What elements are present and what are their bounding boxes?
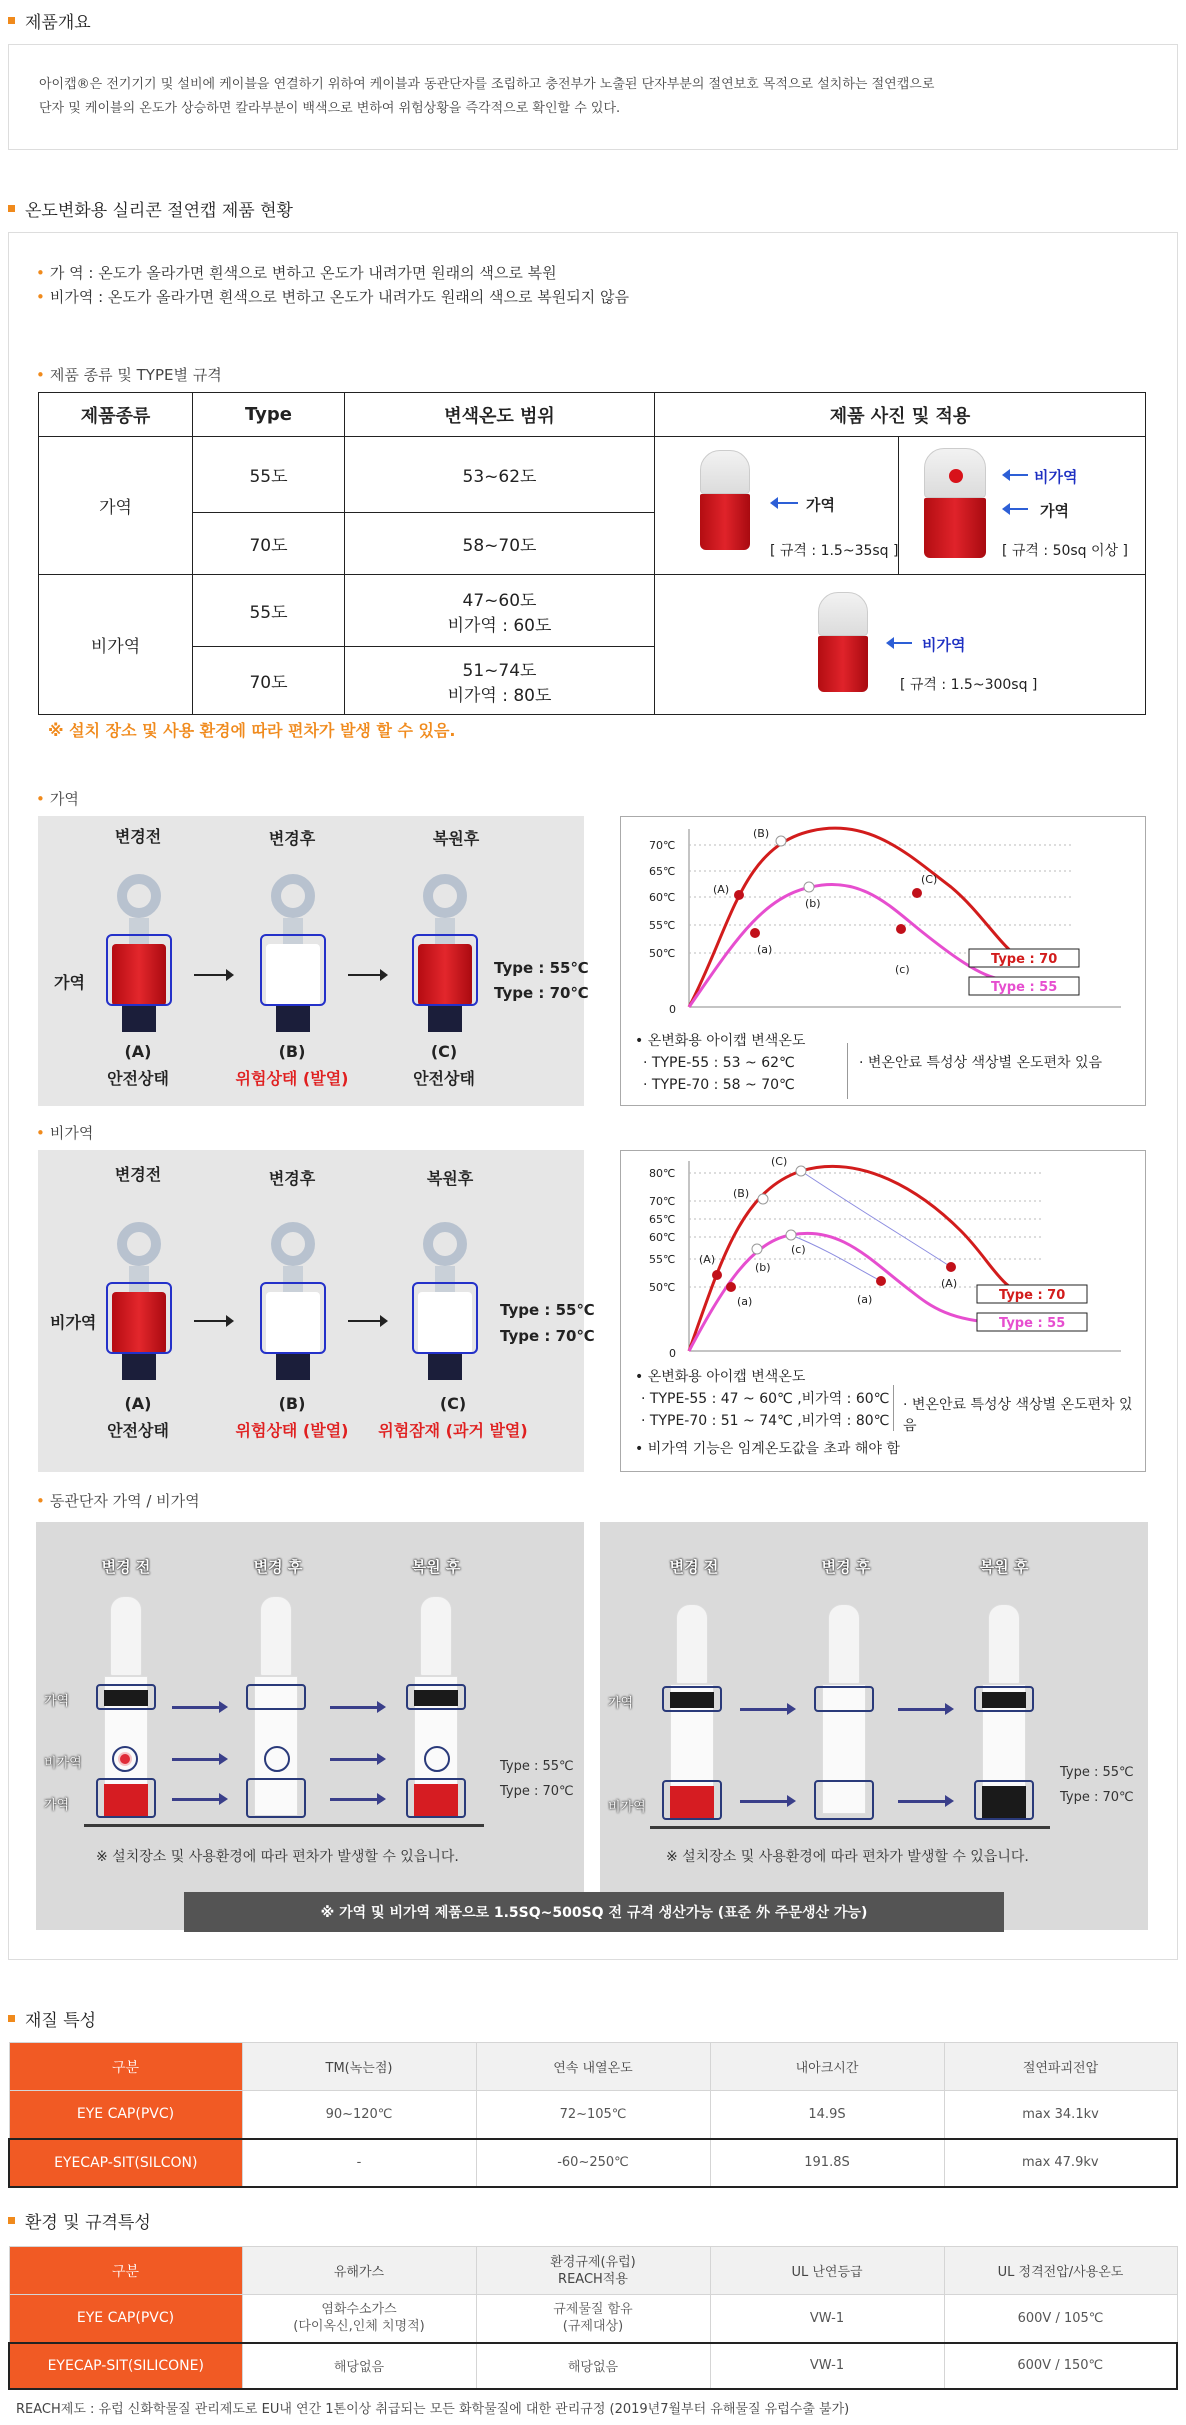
material-title: 재질 특성 [25, 2011, 97, 2031]
point-a70 [712, 1270, 722, 1280]
label-a-code: (A) [124, 1042, 152, 1061]
point-a70-return [946, 1262, 956, 1272]
point-a55-return [876, 1276, 886, 1286]
env-cell: 규제물질 함유 (규제대상) [476, 2295, 710, 2343]
point-label: (c) [895, 963, 910, 976]
product-photo-reversible-small [700, 450, 750, 550]
chart-note-70: · TYPE-70 : 51 ~ 74℃ ,비가역 : 80℃ [641, 1413, 890, 1429]
mat-cell: - [242, 2139, 476, 2187]
y-tick: 65℃ [649, 1213, 676, 1226]
label-a-text: 안전상태 [107, 1069, 169, 1088]
arrow-icon [778, 502, 798, 504]
spec-kind-irreversible: 비가역 [39, 575, 193, 715]
env-cell: 해당없음 [242, 2343, 476, 2389]
reach-footnote: REACH제도 : 유럽 신화학물질 관리제도로 EU내 연간 1톤이상 취급되는 모든 화학물질에 대한 관리규정 (2019년7월부터 유해물질 유럽수출 불가) [16, 2402, 850, 2417]
col-title-before: 변경전 [114, 827, 162, 846]
overview-heading [8, 8, 91, 33]
note-divider [893, 1385, 894, 1431]
label-c-code: (C) [430, 1042, 458, 1061]
arrow-icon [330, 1758, 378, 1761]
lug-before [112, 874, 166, 1032]
point-c55 [786, 1230, 796, 1240]
term-type-70: Type : 70℃ [500, 1784, 574, 1799]
label-b-code: (B) [278, 1394, 306, 1413]
shelf-line [650, 1826, 1050, 1829]
overview-title: 제품개요 [25, 13, 91, 33]
term-title-before: 변경 전 [669, 1558, 719, 1576]
spec-range [345, 575, 655, 647]
point-a55 [750, 928, 760, 938]
chart-side-note: · 변온안료 특성상 색상별 온도편차 있음 [903, 1397, 1133, 1434]
env-header: 유해가스 [242, 2247, 476, 2295]
label-b-text: 위험상태 (발열) [235, 1421, 349, 1440]
current-title: 온도변화용 실리콘 절연캡 제품 현황 [25, 201, 293, 221]
reversible-sub-label: • 가역 [36, 790, 79, 808]
term-note: ※ 설치장소 및 사용환경에 따라 편차가 발생할 수 있읍니다. [96, 1849, 459, 1865]
type-sub-label: • 제품 종류 및 TYPE별 규격 [36, 366, 222, 384]
spec-type: 70도 [193, 647, 345, 715]
col-title-before: 변경전 [114, 1165, 162, 1184]
spec-range [345, 647, 655, 715]
term-title-after: 변경 후 [821, 1558, 871, 1576]
arrow-icon [194, 1320, 228, 1322]
shelf-line [84, 1824, 484, 1827]
material-table [8, 2042, 1178, 2188]
env-row-label: EYECAP-SIT(SILICONE) [9, 2343, 242, 2389]
point-label: (A) [699, 1253, 716, 1266]
chart-note-title: • 온변화용 아이캡 변색온도 [635, 1033, 806, 1049]
bullet-irreversible: • 비가역 : 온도가 올라가면 흰색으로 변하고 온도가 내려가도 원래의 색으로 복원되지 않음 [36, 288, 630, 306]
arrow-icon [172, 1798, 220, 1801]
material-heading [8, 2006, 96, 2031]
env-cell: 600V / 105℃ [944, 2295, 1177, 2343]
bullet-icon [8, 205, 15, 212]
point-label: (c) [791, 1243, 806, 1256]
overview-box [8, 44, 1178, 150]
mat-header: 구분 [9, 2043, 242, 2091]
arrow-icon [172, 1758, 220, 1761]
point-label: (a) [857, 1293, 873, 1306]
legend-type55: Type : 55 [991, 980, 1058, 995]
legend-type55: Type : 55 [999, 1316, 1066, 1331]
term-note: ※ 설치장소 및 사용환경에 따라 편차가 발생할 수 있읍니다. [666, 1849, 1029, 1865]
spec-header-photo: 제품 사진 및 적용 [655, 393, 1146, 437]
terminal-sub-label: • 동관단자 가역 / 비가역 [36, 1492, 200, 1510]
point-c55 [896, 924, 906, 934]
term-type-55: Type : 55℃ [1060, 1765, 1134, 1780]
type-70: Type : 70℃ [494, 984, 589, 1002]
arrow-icon [194, 974, 228, 976]
point-label: (B) [753, 827, 770, 840]
label-c-code: (C) [439, 1394, 467, 1413]
arrow-icon [330, 1706, 378, 1709]
bullet-reversible: • 가 역 : 온도가 올라가면 흰색으로 변하고 온도가 내려가면 원래의 색으로 복원 [36, 264, 557, 282]
mat-header: 연속 내열온도 [476, 2043, 710, 2091]
y-tick: 70℃ [649, 1195, 676, 1208]
col-title-after: 변경후 [268, 829, 316, 848]
lug-restored [418, 1222, 472, 1380]
point-label: (b) [805, 897, 821, 910]
point-label: (C) [771, 1155, 788, 1168]
y-tick: 0 [669, 1003, 676, 1016]
point-label: (C) [921, 873, 938, 886]
mat-cell: 90~120℃ [242, 2091, 476, 2139]
spec-header-type: Type [193, 393, 345, 437]
point-b70 [758, 1194, 768, 1204]
env-header: 구분 [9, 2247, 242, 2295]
legend-type70: Type : 70 [991, 952, 1058, 967]
irreversible-chart [620, 1150, 1146, 1472]
highlight-frame [974, 1780, 1034, 1820]
lug-after [266, 874, 320, 1032]
environment-table [8, 2246, 1178, 2390]
term-type-70: Type : 70℃ [1060, 1790, 1134, 1805]
y-tick: 60℃ [649, 891, 676, 904]
bullet-icon [8, 2217, 15, 2224]
chart-side-note: · 변온안료 특성상 색상별 온도편차 있음 [859, 1055, 1103, 1071]
curve-type55 [689, 1233, 1001, 1351]
highlight-frame [96, 1778, 156, 1818]
spec-range-main: 51~74도 [462, 660, 537, 681]
chart-note-title: • 온변화용 아이캡 변색온도 [635, 1369, 806, 1385]
arrow-icon [348, 1320, 382, 1322]
arrow-icon [894, 642, 912, 644]
spec-type: 70도 [193, 513, 345, 575]
term-title-after: 변경 후 [253, 1558, 303, 1576]
y-tick: 65℃ [649, 865, 676, 878]
lug-restored [418, 874, 472, 1032]
spec-type: 55도 [193, 437, 345, 513]
env-header: 환경규제(유럽) REACH적용 [476, 2247, 710, 2295]
highlight-frame [424, 1746, 450, 1772]
bullet-icon [8, 17, 15, 24]
env-cell: 염화수소가스 (다이옥신,인체 치명적) [242, 2295, 476, 2343]
product-photo-irreversible [818, 592, 868, 692]
irreversible-sub-label: • 비가역 [36, 1124, 94, 1142]
highlight-frame [246, 1684, 306, 1710]
overview-line-1: 아이캡®은 전기기기 및 설비에 케이블을 연결하기 위하여 케이블과 동관단자를 조립하고 충전부가 노출된 단자부분의 절연보호 목적으로 설치하는 절연캡으로 [39, 77, 935, 92]
product-photo-large [924, 448, 986, 558]
arrow-icon [1010, 508, 1028, 510]
production-banner: ※ 가역 및 비가역 제품으로 1.5SQ~500SQ 전 규격 생산가능 (표준 外 주문생산 가능) [184, 1892, 1004, 1932]
point-b55 [752, 1244, 762, 1254]
install-warning: ※ 설치 장소 및 사용 환경에 따라 편차가 발생 할 수 있음. [48, 721, 456, 740]
label-c-text: 위험잠재 (과거 발열) [378, 1421, 528, 1440]
type-70: Type : 70℃ [500, 1327, 595, 1345]
mat-cell: 14.9S [710, 2091, 944, 2139]
term-side-label: 가역 [608, 1696, 634, 1711]
term-title-restored: 복원 후 [979, 1558, 1029, 1576]
bullet-icon [8, 2015, 15, 2022]
reversible-chart [620, 816, 1146, 1106]
y-tick: 55℃ [649, 1253, 676, 1266]
env-cell: 600V / 150℃ [944, 2343, 1177, 2389]
point-c70 [912, 888, 922, 898]
point-label: (a) [737, 1295, 753, 1308]
highlight-frame [662, 1780, 722, 1820]
label-a-text: 안전상태 [107, 1421, 169, 1440]
env-header: UL 정격전압/사용온도 [944, 2247, 1177, 2295]
y-tick: 70℃ [649, 839, 676, 852]
side-label: 비가역 [50, 1313, 97, 1332]
highlight-frame [96, 1684, 156, 1710]
label-b-code: (B) [278, 1042, 306, 1061]
mat-row-label: EYECAP-SIT(SILCON) [9, 2139, 242, 2187]
arrow-icon [740, 1708, 788, 1711]
point-label: (A) [941, 1277, 958, 1290]
highlight-frame [814, 1780, 874, 1820]
highlight-frame [264, 1746, 290, 1772]
environment-heading [8, 2208, 151, 2233]
spec-header-range: 변색온도 범위 [345, 393, 655, 437]
mat-header: 절연파괴전압 [944, 2043, 1177, 2091]
chart-note-55: · TYPE-55 : 47 ~ 60℃ ,비가역 : 60℃ [641, 1391, 890, 1407]
overview-line-2: 단자 및 케이블의 온도가 상승하면 칼라부분이 백색으로 변하여 위험상황을 즉각적으로 확인할 수 있다. [39, 101, 621, 116]
mat-cell: -60~250℃ [476, 2139, 710, 2187]
point-a70 [734, 890, 744, 900]
label-c-text: 안전상태 [413, 1069, 475, 1088]
y-tick: 55℃ [649, 919, 676, 932]
label-irreversible: 비가역 [922, 636, 966, 654]
arrow-icon [330, 1798, 378, 1801]
y-tick: 60℃ [649, 1231, 676, 1244]
type-55: Type : 55℃ [500, 1301, 595, 1319]
point-b55 [804, 882, 814, 892]
term-type-55: Type : 55℃ [500, 1759, 574, 1774]
spec-note: [ 규격 : 1.5~300sq ] [900, 677, 1038, 693]
legend-type70: Type : 70 [999, 1288, 1066, 1303]
point-label: (B) [733, 1187, 750, 1200]
env-cell: VW-1 [710, 2343, 944, 2389]
mat-cell: max 47.9kv [944, 2139, 1177, 2187]
spec-range-main: 47~60도 [462, 590, 537, 611]
current-heading [8, 196, 293, 221]
mat-row-label: EYE CAP(PVC) [9, 2091, 242, 2139]
spec-range-irrev: 비가역 : 80도 [447, 685, 552, 706]
term-title-restored: 복원 후 [411, 1558, 461, 1576]
lug-before [112, 1222, 166, 1380]
arrow-icon [172, 1706, 220, 1709]
lug-after [266, 1222, 320, 1380]
label-irreversible: 비가역 [1034, 468, 1078, 486]
point-b70 [776, 836, 786, 846]
mat-header: TM(녹는점) [242, 2043, 476, 2091]
term-side-label: 비가역 [44, 1756, 82, 1771]
arrow-icon [348, 974, 382, 976]
label-reversible: 가역 [1040, 502, 1069, 520]
spec-note: [ 규격 : 50sq 이상 ] [1002, 543, 1128, 559]
highlight-frame [246, 1778, 306, 1818]
env-header: UL 난연등급 [710, 2247, 944, 2295]
term-side-label: 비가역 [608, 1800, 646, 1815]
chart-note-70: · TYPE-70 : 58 ~ 70℃ [643, 1077, 795, 1093]
term-side-label: 가역 [44, 1694, 70, 1709]
spec-range: 58~70도 [345, 513, 655, 575]
term-side-label: 가역 [44, 1798, 70, 1813]
spec-note: [ 규격 : 1.5~35sq ] [770, 543, 899, 559]
point-c70 [796, 1166, 806, 1176]
point-label: (a) [757, 943, 773, 956]
label-a-code: (A) [124, 1394, 152, 1413]
point-label: (b) [755, 1261, 771, 1274]
spec-type: 55도 [193, 575, 345, 647]
env-cell: 해당없음 [476, 2343, 710, 2389]
label-reversible: 가역 [806, 496, 835, 514]
arrow-icon [740, 1800, 788, 1803]
point-a55 [726, 1282, 736, 1292]
mat-cell: 72~105℃ [476, 2091, 710, 2139]
spec-kind-reversible: 가역 [39, 437, 193, 575]
arrow-icon [898, 1800, 946, 1803]
point-label: (A) [713, 883, 730, 896]
spec-header-kind: 제품종류 [39, 393, 193, 437]
arrow-icon [898, 1708, 946, 1711]
col-title-restored: 복원후 [432, 829, 480, 848]
highlight-frame [814, 1686, 874, 1712]
col-title-restored: 복원후 [426, 1169, 474, 1188]
y-tick: 50℃ [649, 1281, 676, 1294]
mat-cell: 191.8S [710, 2139, 944, 2187]
mat-cell: max 34.1kv [944, 2091, 1177, 2139]
environment-title: 환경 및 규격특성 [25, 2213, 151, 2233]
chart-note-55: · TYPE-55 : 53 ~ 62℃ [643, 1055, 795, 1071]
col-title-after: 변경후 [268, 1169, 316, 1188]
chart-extra-note: • 비가역 기능은 임계온도값을 초과 해야 함 [635, 1441, 900, 1457]
note-divider [847, 1043, 848, 1099]
y-tick: 50℃ [649, 947, 676, 960]
highlight-frame [974, 1686, 1034, 1712]
side-label: 가역 [54, 973, 85, 992]
term-title-before: 변경 전 [101, 1558, 151, 1576]
highlight-frame [406, 1684, 466, 1710]
spec-range-irrev: 비가역 : 60도 [447, 615, 552, 636]
highlight-frame [406, 1778, 466, 1818]
highlight-frame [662, 1686, 722, 1712]
arrow-icon [1010, 474, 1028, 476]
y-tick: 0 [669, 1347, 676, 1360]
env-cell: VW-1 [710, 2295, 944, 2343]
red-dot-icon [949, 469, 963, 483]
mat-header: 내아크시간 [710, 2043, 944, 2091]
cooling-line-70 [801, 1171, 951, 1267]
highlight-frame [112, 1746, 138, 1772]
spec-range: 53~62도 [345, 437, 655, 513]
type-55: Type : 55℃ [494, 959, 589, 977]
label-b-text: 위험상태 (발열) [235, 1069, 349, 1088]
env-row-label: EYE CAP(PVC) [9, 2295, 242, 2343]
y-tick: 80℃ [649, 1167, 676, 1180]
